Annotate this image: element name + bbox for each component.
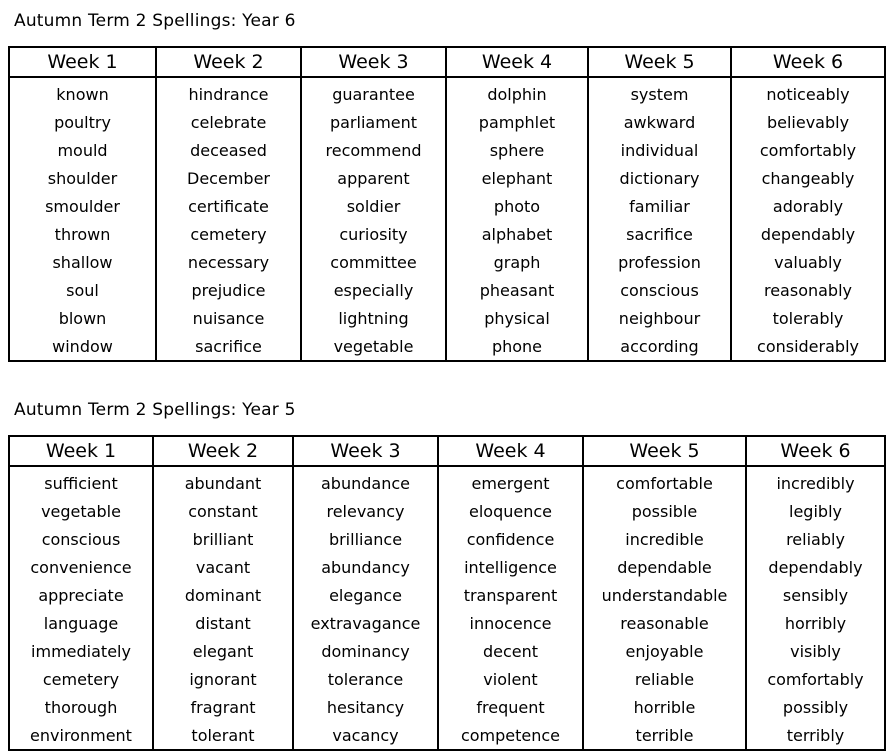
spelling-word-cell: curiosity xyxy=(301,220,446,248)
table-row xyxy=(9,637,885,665)
table-row xyxy=(9,220,885,248)
spelling-word-cell: tolerance xyxy=(293,665,438,693)
week-header-cell: Week 3 xyxy=(293,436,438,466)
week-header-cell: Week 5 xyxy=(588,47,731,77)
spelling-word-cell: considerably xyxy=(731,332,885,361)
spelling-word-cell: tolerably xyxy=(731,304,885,332)
spelling-word-cell: reliable xyxy=(583,665,746,693)
spelling-word-cell: sacrifice xyxy=(588,220,731,248)
spelling-word-cell: dictionary xyxy=(588,164,731,192)
spelling-word-cell: violent xyxy=(438,665,583,693)
spelling-word-cell: guarantee xyxy=(301,77,446,108)
spelling-word-cell: necessary xyxy=(156,248,301,276)
spelling-word-cell: abundant xyxy=(153,466,293,497)
spelling-word-cell: shallow xyxy=(9,248,156,276)
spelling-word-cell: shoulder xyxy=(9,164,156,192)
spelling-word-cell: competence xyxy=(438,721,583,750)
spelling-word-cell: smoulder xyxy=(9,192,156,220)
spelling-word-cell: prejudice xyxy=(156,276,301,304)
spelling-word-cell: emergent xyxy=(438,466,583,497)
spelling-word-cell: lightning xyxy=(301,304,446,332)
spelling-word-cell: dependably xyxy=(731,220,885,248)
week-header-cell: Week 6 xyxy=(731,47,885,77)
spelling-word-cell: abundance xyxy=(293,466,438,497)
spelling-table-year6 xyxy=(8,46,886,362)
table-row xyxy=(9,248,885,276)
spelling-word-cell: soul xyxy=(9,276,156,304)
table-row xyxy=(9,693,885,721)
spelling-word-cell: horribly xyxy=(746,609,885,637)
spelling-word-cell: thrown xyxy=(9,220,156,248)
spelling-word-cell: extravagance xyxy=(293,609,438,637)
spelling-table-year5 xyxy=(8,435,886,751)
spelling-word-cell: visibly xyxy=(746,637,885,665)
spelling-word-cell: eloquence xyxy=(438,497,583,525)
spelling-word-cell: known xyxy=(9,77,156,108)
week-header-cell: Week 2 xyxy=(153,436,293,466)
spelling-word-cell: environment xyxy=(9,721,153,750)
week-header-cell: Week 5 xyxy=(583,436,746,466)
spelling-word-cell: sensibly xyxy=(746,581,885,609)
spelling-word-cell: poultry xyxy=(9,108,156,136)
week-header-row xyxy=(9,436,885,466)
spelling-word-cell: incredible xyxy=(583,525,746,553)
spelling-word-cell: dependable xyxy=(583,553,746,581)
spelling-word-cell: thorough xyxy=(9,693,153,721)
spelling-word-cell: incredibly xyxy=(746,466,885,497)
week-header-cell: Week 6 xyxy=(746,436,885,466)
table-row xyxy=(9,553,885,581)
table-row xyxy=(9,276,885,304)
spelling-word-cell: terribly xyxy=(746,721,885,750)
spelling-word-cell: comfortably xyxy=(746,665,885,693)
spelling-word-cell: noticeably xyxy=(731,77,885,108)
week-header-row xyxy=(9,47,885,77)
spelling-word-cell: hindrance xyxy=(156,77,301,108)
spelling-word-cell: terrible xyxy=(583,721,746,750)
spelling-word-cell: adorably xyxy=(731,192,885,220)
week-header-cell: Week 4 xyxy=(446,47,588,77)
spelling-word-cell: elegant xyxy=(153,637,293,665)
spelling-word-cell: intelligence xyxy=(438,553,583,581)
spelling-word-cell: understandable xyxy=(583,581,746,609)
spelling-word-cell: conscious xyxy=(588,276,731,304)
spelling-word-cell: comfortable xyxy=(583,466,746,497)
table-row xyxy=(9,721,885,750)
spelling-word-cell: vegetable xyxy=(9,497,153,525)
spelling-word-cell: appreciate xyxy=(9,581,153,609)
spelling-word-cell: enjoyable xyxy=(583,637,746,665)
spelling-word-cell: sphere xyxy=(446,136,588,164)
table-row xyxy=(9,108,885,136)
spelling-word-cell: elegance xyxy=(293,581,438,609)
spelling-word-cell: innocence xyxy=(438,609,583,637)
spelling-word-cell: committee xyxy=(301,248,446,276)
spelling-word-cell: mould xyxy=(9,136,156,164)
spelling-word-cell: valuably xyxy=(731,248,885,276)
spelling-word-cell: soldier xyxy=(301,192,446,220)
spelling-word-cell: hesitancy xyxy=(293,693,438,721)
spelling-word-cell: confidence xyxy=(438,525,583,553)
week-header-cell: Week 4 xyxy=(438,436,583,466)
spelling-word-cell: blown xyxy=(9,304,156,332)
week-header-cell: Week 2 xyxy=(156,47,301,77)
spelling-word-cell: conscious xyxy=(9,525,153,553)
spelling-word-cell: changeably xyxy=(731,164,885,192)
spelling-word-cell: December xyxy=(156,164,301,192)
spelling-word-cell: especially xyxy=(301,276,446,304)
spelling-word-cell: sacrifice xyxy=(156,332,301,361)
week-header-cell: Week 3 xyxy=(301,47,446,77)
spelling-word-cell: parliament xyxy=(301,108,446,136)
spelling-word-cell: decent xyxy=(438,637,583,665)
spelling-word-cell: celebrate xyxy=(156,108,301,136)
spelling-word-cell: cemetery xyxy=(156,220,301,248)
table-row xyxy=(9,332,885,361)
table-row xyxy=(9,77,885,108)
spelling-word-cell: awkward xyxy=(588,108,731,136)
spelling-word-cell: abundancy xyxy=(293,553,438,581)
week-header-cell: Week 1 xyxy=(9,47,156,77)
spelling-word-cell: nuisance xyxy=(156,304,301,332)
spelling-word-cell: window xyxy=(9,332,156,361)
spelling-word-cell: brilliant xyxy=(153,525,293,553)
spelling-word-cell: frequent xyxy=(438,693,583,721)
spelling-word-cell: reliably xyxy=(746,525,885,553)
table-row xyxy=(9,609,885,637)
spelling-word-cell: tolerant xyxy=(153,721,293,750)
spelling-word-cell: dependably xyxy=(746,553,885,581)
table-row xyxy=(9,136,885,164)
spelling-word-cell: dominant xyxy=(153,581,293,609)
table-row xyxy=(9,581,885,609)
spelling-word-cell: dominancy xyxy=(293,637,438,665)
spelling-word-cell: phone xyxy=(446,332,588,361)
year6-section-title: Autumn Term 2 Spellings: Year 6 xyxy=(14,11,296,31)
spelling-word-cell: neighbour xyxy=(588,304,731,332)
spelling-word-cell: believably xyxy=(731,108,885,136)
year5-section-title: Autumn Term 2 Spellings: Year 5 xyxy=(14,400,296,420)
spelling-word-cell: apparent xyxy=(301,164,446,192)
spelling-word-cell: familiar xyxy=(588,192,731,220)
spelling-word-cell: relevancy xyxy=(293,497,438,525)
spelling-word-cell: physical xyxy=(446,304,588,332)
week-header-cell: Week 1 xyxy=(9,436,153,466)
spelling-word-cell: alphabet xyxy=(446,220,588,248)
spelling-word-cell: distant xyxy=(153,609,293,637)
spelling-word-cell: system xyxy=(588,77,731,108)
table-row xyxy=(9,665,885,693)
spelling-word-cell: transparent xyxy=(438,581,583,609)
spelling-word-cell: vegetable xyxy=(301,332,446,361)
spelling-word-cell: cemetery xyxy=(9,665,153,693)
table-row xyxy=(9,525,885,553)
table-row xyxy=(9,466,885,497)
spelling-word-cell: reasonably xyxy=(731,276,885,304)
spelling-word-cell: immediately xyxy=(9,637,153,665)
table-row xyxy=(9,192,885,220)
spelling-word-cell: reasonable xyxy=(583,609,746,637)
spelling-word-cell: deceased xyxy=(156,136,301,164)
spelling-word-cell: individual xyxy=(588,136,731,164)
spelling-word-cell: elephant xyxy=(446,164,588,192)
spelling-word-cell: legibly xyxy=(746,497,885,525)
spelling-word-cell: language xyxy=(9,609,153,637)
spelling-word-cell: comfortably xyxy=(731,136,885,164)
spelling-word-cell: recommend xyxy=(301,136,446,164)
spelling-word-cell: photo xyxy=(446,192,588,220)
spelling-word-cell: possibly xyxy=(746,693,885,721)
spelling-word-cell: pheasant xyxy=(446,276,588,304)
spelling-word-cell: pamphlet xyxy=(446,108,588,136)
spelling-word-cell: fragrant xyxy=(153,693,293,721)
spelling-word-cell: certificate xyxy=(156,192,301,220)
spelling-word-cell: graph xyxy=(446,248,588,276)
spelling-word-cell: profession xyxy=(588,248,731,276)
table-row xyxy=(9,304,885,332)
spelling-word-cell: vacant xyxy=(153,553,293,581)
spelling-word-cell: sufficient xyxy=(9,466,153,497)
spelling-word-cell: brilliance xyxy=(293,525,438,553)
spelling-word-cell: dolphin xyxy=(446,77,588,108)
spelling-word-cell: vacancy xyxy=(293,721,438,750)
spelling-word-cell: horrible xyxy=(583,693,746,721)
table-row xyxy=(9,164,885,192)
spelling-word-cell: ignorant xyxy=(153,665,293,693)
spelling-word-cell: constant xyxy=(153,497,293,525)
spelling-word-cell: according xyxy=(588,332,731,361)
spelling-word-cell: convenience xyxy=(9,553,153,581)
spelling-word-cell: possible xyxy=(583,497,746,525)
table-row xyxy=(9,497,885,525)
